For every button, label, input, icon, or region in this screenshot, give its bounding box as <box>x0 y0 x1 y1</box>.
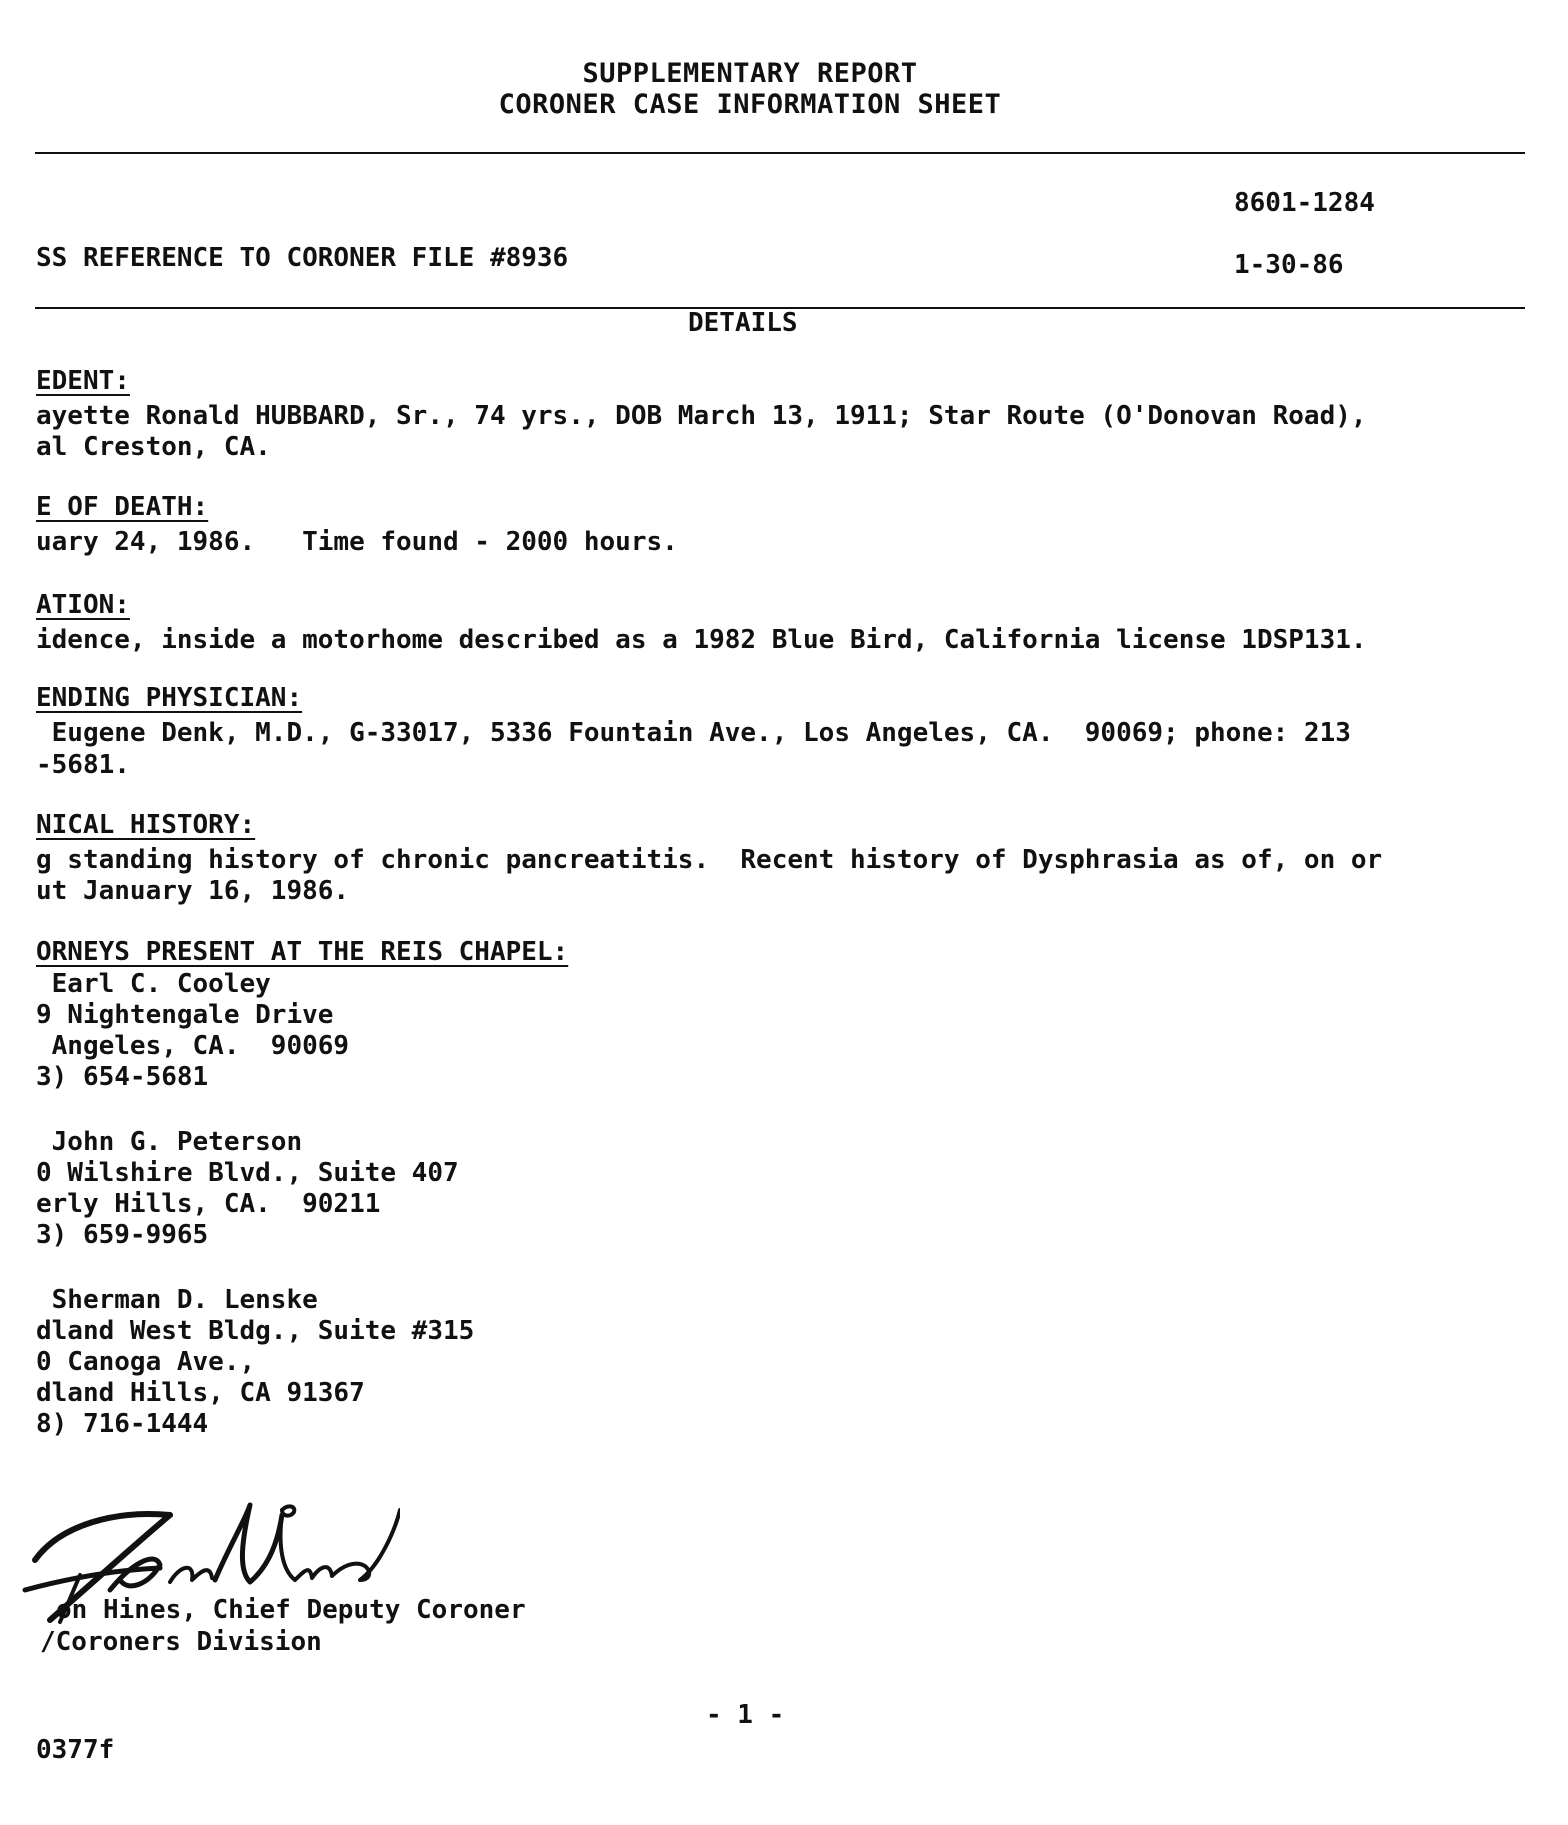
document-code: 0377f <box>36 1735 115 1765</box>
attorney-3-phone: 8) 716-1444 <box>36 1409 209 1439</box>
signatory-division: /Coroners Division <box>40 1627 322 1657</box>
attorney-2-city: erly Hills, CA. 90211 <box>36 1189 381 1219</box>
attorney-1-name: Earl C. Cooley <box>36 969 271 999</box>
attorney-3-building: dland West Bldg., Suite #315 <box>36 1316 475 1346</box>
attorneys-label: ORNEYS PRESENT AT THE REIS CHAPEL: <box>36 937 569 967</box>
details-heading: DETAILS <box>688 308 798 338</box>
decedent-line-1: ayette Ronald HUBBARD, Sr., 74 yrs., DOB March 13, 1911; Star Route (O'Donovan Road), <box>36 401 1367 431</box>
decedent-line-2: al Creston, CA. <box>36 432 271 462</box>
attorney-1-street: 9 Nightengale Drive <box>36 1000 334 1030</box>
attorney-3-name: Sherman D. Lenske <box>36 1285 318 1315</box>
report-subtitle: CORONER CASE INFORMATION SHEET <box>498 89 1002 120</box>
date-of-death-label: E OF DEATH: <box>36 492 209 522</box>
case-number: 8601-1284 <box>1234 188 1375 218</box>
attorney-block-2 <box>36 1127 459 1251</box>
page-number: - 1 - <box>706 1700 785 1730</box>
location-label: ATION: <box>36 590 130 620</box>
attorney-2-phone: 3) 659-9965 <box>36 1220 209 1250</box>
report-date: 1-30-86 <box>1234 250 1344 280</box>
medical-history-label: NICAL HISTORY: <box>36 810 256 840</box>
attorney-1-city: Angeles, CA. 90069 <box>36 1031 350 1061</box>
attorney-block-1 <box>36 969 349 1093</box>
decedent-label: EDENT: <box>36 366 130 396</box>
attending-physician-label: ENDING PHYSICIAN: <box>36 683 303 713</box>
signatory-name: on Hines, Chief Deputy Coroner <box>56 1595 526 1625</box>
attorney-2-street: 0 Wilshire Blvd., Suite 407 <box>36 1158 459 1188</box>
cross-reference: SS REFERENCE TO CORONER FILE #8936 <box>36 243 569 273</box>
report-title: SUPPLEMENTARY REPORT <box>582 58 918 89</box>
attorney-1-phone: 3) 654-5681 <box>36 1062 209 1092</box>
top-rule <box>35 152 1525 154</box>
attending-physician-line-2: -5681. <box>36 750 130 780</box>
attorney-2-name: John G. Peterson <box>36 1127 303 1157</box>
medical-history-line-2: ut January 16, 1986. <box>36 876 350 906</box>
attorney-3-street: 0 Canoga Ave., <box>36 1347 256 1377</box>
location-value: idence, inside a motorhome described as a 1982 Blue Bird, California license 1DSP131. <box>36 625 1367 655</box>
attorney-3-city: dland Hills, CA 91367 <box>36 1378 365 1408</box>
date-of-death-value: uary 24, 1986. Time found - 2000 hours. <box>36 527 678 557</box>
attorney-block-3 <box>36 1285 474 1440</box>
attending-physician-line-1: Eugene Denk, M.D., G-33017, 5336 Fountain Ave., Los Angeles, CA. 90069; phone: 213 <box>36 718 1351 748</box>
medical-history-line-1: g standing history of chronic pancreatitis. Recent history of Dysphrasia as of, on or <box>36 845 1383 875</box>
